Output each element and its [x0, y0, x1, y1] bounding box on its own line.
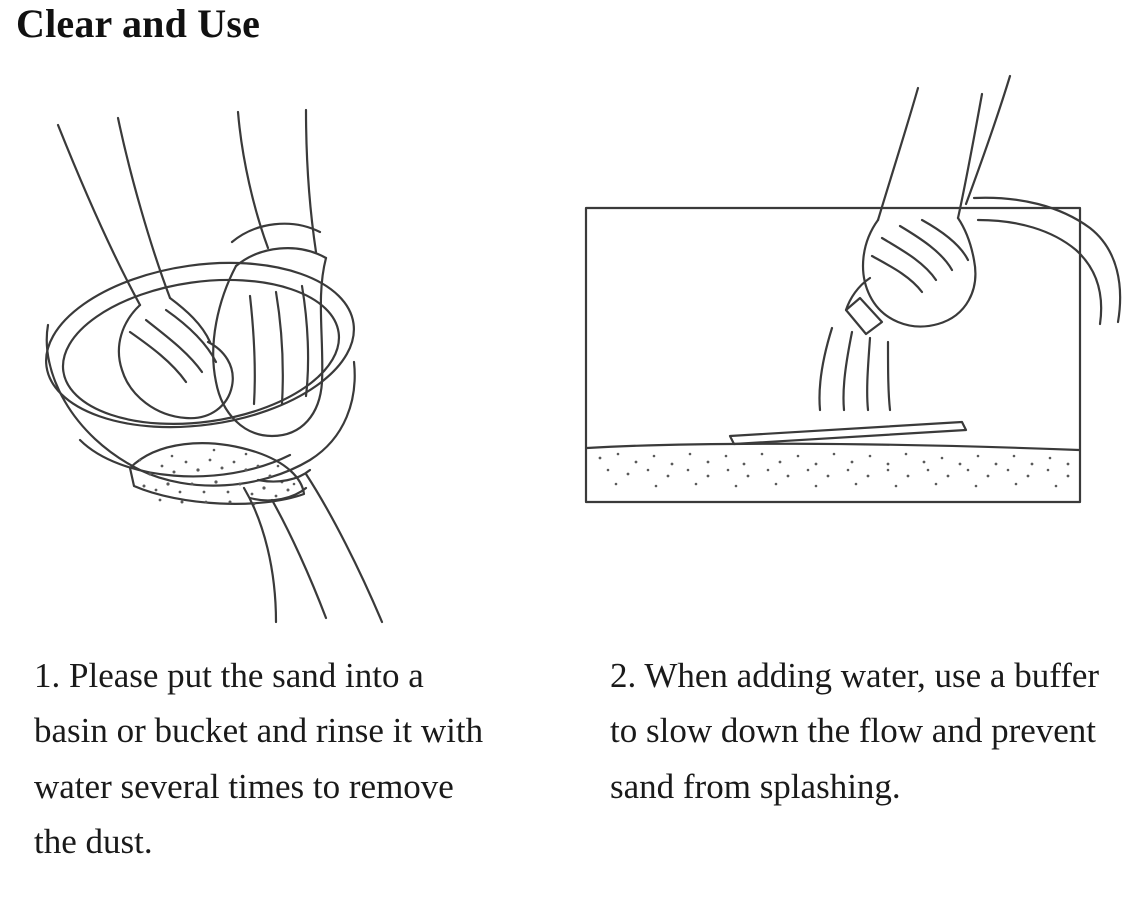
water-stream-left — [244, 488, 276, 622]
page-title: Clear and Use — [16, 1, 261, 46]
substrate-texture — [599, 453, 1070, 488]
basin-rim — [35, 244, 364, 446]
hand-palm — [863, 218, 975, 326]
held-buffer-card — [846, 298, 882, 334]
step-2-caption: 2. When adding water, use a buffer to slow down the flow and prevent sand from splashing. — [610, 656, 1100, 806]
right-arm-outer — [878, 88, 918, 220]
hand-finger-1 — [872, 256, 922, 292]
right-forearm-inner — [306, 110, 316, 252]
step-1-caption: 1. Please put the sand into a basin or bucket and rinse it with water several times to remove the dust. — [34, 656, 484, 861]
illustration-row — [0, 70, 1145, 650]
right-arm-inner — [958, 94, 982, 218]
left-hand-fingers-3 — [166, 310, 216, 362]
right-hand-finger-3 — [302, 286, 308, 396]
step-1-illustration — [10, 70, 570, 650]
rinsing-sand-in-basin-illustration — [10, 70, 570, 650]
right-hand-finger-2 — [276, 292, 283, 404]
left-hand-fingers-1 — [130, 332, 186, 382]
water-flow-line-1 — [820, 328, 833, 410]
step-2-illustration — [570, 70, 1140, 650]
left-thumb — [170, 298, 210, 342]
basin-inner-rim — [54, 263, 349, 440]
water-stream-right — [306, 474, 382, 622]
hand-finger-3 — [900, 226, 952, 270]
water-flow-line-2 — [843, 332, 852, 410]
hose-outer — [974, 198, 1120, 322]
buffer-plate — [730, 422, 966, 444]
hand-finger-4 — [922, 220, 968, 260]
left-hand-fingers-2 — [146, 320, 202, 372]
right-hand-finger-1 — [250, 296, 255, 404]
water-flow-line-3 — [867, 338, 870, 410]
right-forearm-outer — [238, 112, 268, 248]
aquarium-tank — [586, 208, 1080, 502]
hose-inner — [978, 220, 1101, 324]
adding-water-with-buffer-illustration — [570, 70, 1140, 650]
basin-base-shadow — [80, 440, 290, 476]
right-sleeve-cuff — [232, 224, 320, 242]
water-flow-line-4 — [888, 342, 890, 410]
left-forearm-outer — [58, 125, 140, 305]
water-splash-2 — [250, 488, 306, 500]
sand-substrate-line — [587, 444, 1079, 450]
water-stream-mid — [272, 500, 326, 618]
